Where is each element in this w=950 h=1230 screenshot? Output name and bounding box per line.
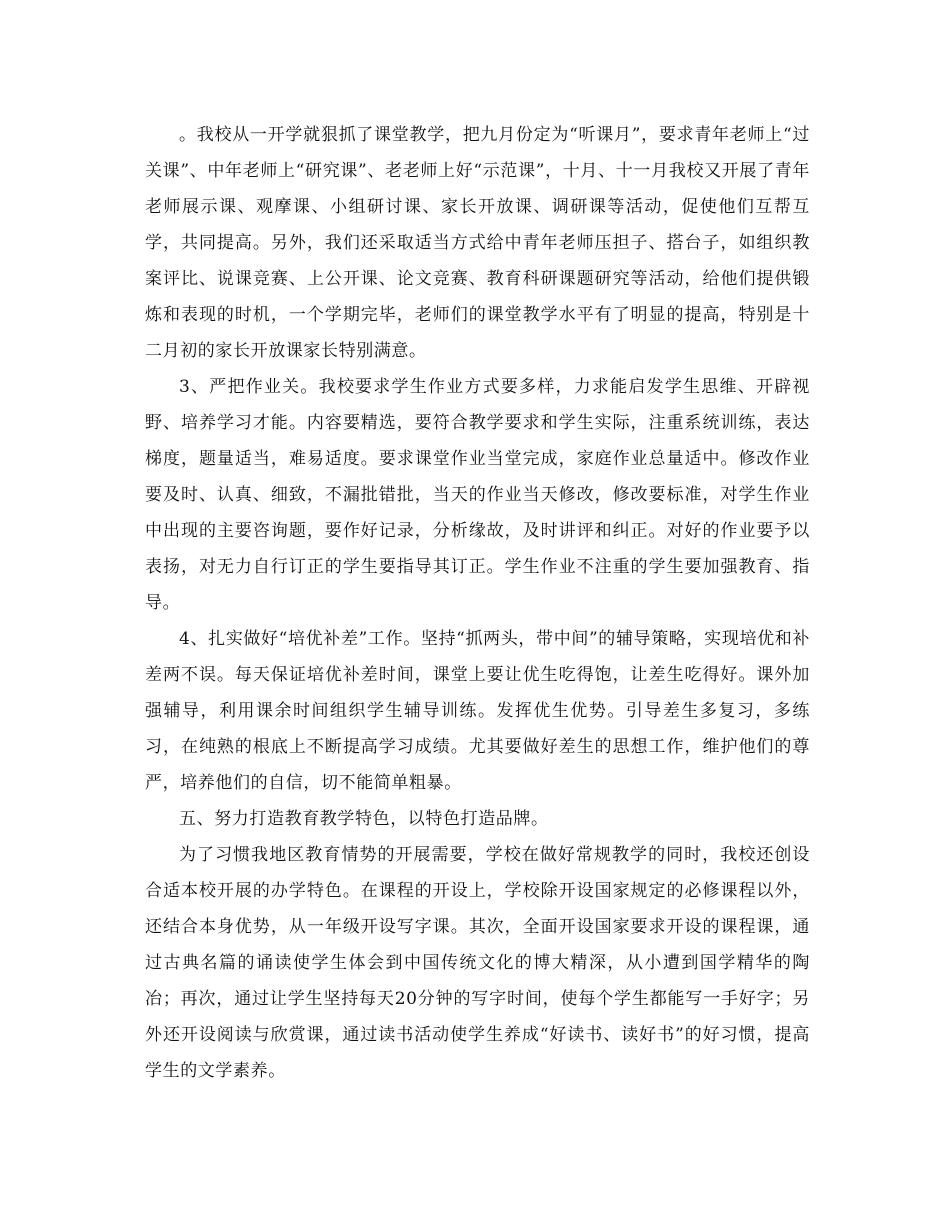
paragraph-school-characteristics: 为了习惯我地区教育情势的开展需要，学校在做好常规教学的同时，我校还创设合适本校开展的办学特色。在课程的开设上，学校除开设国家规定的必修课程以外，还结合本身优势，从一年级开设写字课。其次，全面开设国家要求开设的课程课，通过古典名篇的诵读使学生体会到中国传统文化的博大精深，从小遭到国学精华的陶冶；再次，通过让学生坚持每天20分钟的写字时间，使每个学生都能写一手好字；另外还开设阅读与欣赏课，通过读书活动使学生养成“好读书、读好书”的好习惯，提高学生的文学素养。 <box>145 845 810 1081</box>
paragraph-homework: 3、严把作业关。我校要求学生作业方式要多样，力求能启发学生思维、开辟视野、培养学习才能。内容要精选，要符合教学要求和学生实际，注重系统训练，表达梯度，题量适当，难易适度。要求课堂作业当堂完成，家庭作业总量适中。修改作业要及时、认真、细致，不漏批错批，当天的作业当天修改，修改要标准，对学生作业中出现的主要咨询题，要作好记录，分析缘故，及时讲评和纠正。对好的作业要予以表扬，对无力自行订正的学生要指导其订正。学生作业不注重的学生要加强教育、指导。 <box>145 377 810 613</box>
section-heading-characteristics: 五、努力打造教育教学特色，以特色打造品牌。 <box>179 809 549 829</box>
document-body <box>145 117 810 1089</box>
paragraph-tutoring: 4、扎实做好“培优补差”工作。坚持“抓两头，带中间”的辅导策略，实现培优和补差两不误。每天保证培优补差时间，课堂上要让优生吃得饱，让差生吃得好。课外加强辅导，利用课余时间组织学生辅导训练。发挥优生优势。引导差生多复习，多练习，在纯熟的根底上不断提高学习成绩。尤其要做好差生的思想工作，维护他们的尊严，培养他们的自信，切不能简单粗暴。 <box>145 629 810 793</box>
paragraph-classroom-teaching: 。我校从一开学就狠抓了课堂教学，把九月份定为“听课月”，要求青年老师上“过关课”、中年老师上“研究课”、老老师上好“示范课”，十月、十一月我校又开展了青年老师展示课、观摩课、小组研讨课、家长开放课、调研课等活动，促使他们互帮互学，共同提高。另外，我们还采取适当方式给中青年老师压担子、搭台子，如组织教案评比、说课竞赛、上公开课、论文竞赛、教育科研课题研究等活动，给他们提供锻炼和表现的时机，一个学期完毕，老师们的课堂教学水平有了明显的提高，特别是十二月初的家长开放课家长特别满意。 <box>145 125 810 361</box>
